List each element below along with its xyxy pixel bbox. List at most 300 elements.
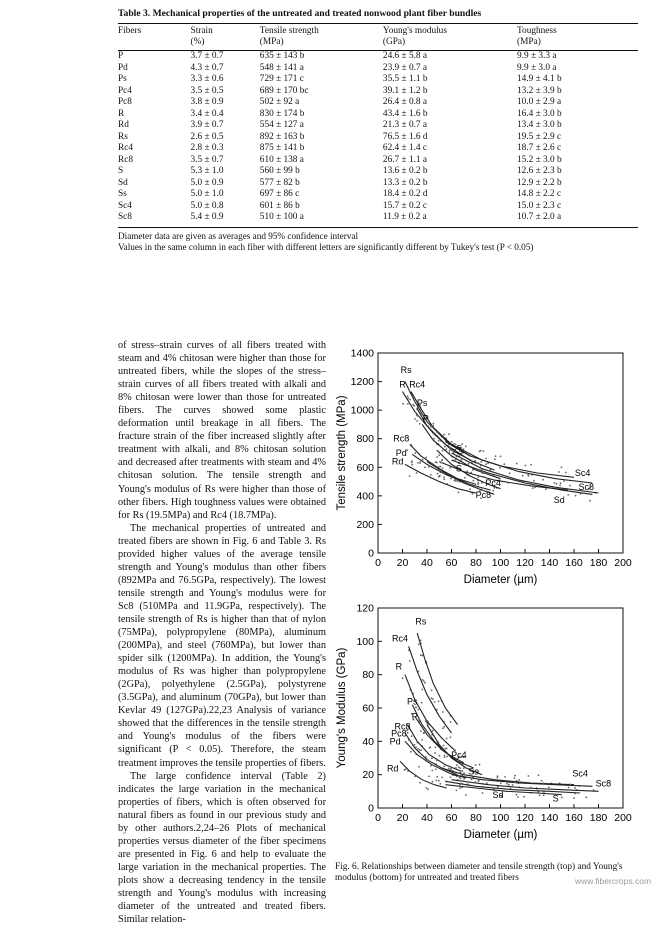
series-label-pc8: Pc8 [391,728,407,739]
table-cell: 5.4 ± 0.9 [190,212,224,222]
table-row [118,178,638,190]
data-point-pd [443,766,445,768]
trend-line-pd [412,454,490,490]
data-point-rc8 [425,457,427,459]
data-point-pd [414,744,416,746]
table-row [118,74,638,86]
table-cell: 3.5 ± 0.5 [190,85,224,96]
series-label-pd: Pd [395,447,407,458]
data-point-pc8 [470,491,472,493]
table-cell: 62.4 ± 1.4 c [382,143,428,153]
data-point-rs [438,701,440,703]
data-point-pd [436,760,438,762]
table-cell: S [118,166,124,176]
data-point-pc8 [411,735,413,737]
y-tick-label: 400 [356,490,374,503]
data-point-sc4 [486,782,488,784]
data-point-sd [516,794,518,796]
data-point-p [462,770,464,772]
series-label-sc4: Sc4 [574,467,591,478]
series-label-rs: Rs [400,365,412,375]
data-point-sc4 [516,463,518,465]
data-point-pd [427,759,429,761]
data-point-p [423,732,425,734]
data-point-pc4 [427,723,429,725]
data-point-ps [444,755,446,757]
table-cell: Sd [118,177,128,188]
x-tick-label: 100 [491,557,510,569]
data-point-sd [517,796,519,798]
table-3 [118,8,638,254]
table-row [118,63,638,75]
table-notes [118,231,638,254]
table-cell: 3.7 ± 0.7 [190,51,224,61]
data-point-ss [509,472,511,474]
data-point-pc4 [446,748,448,750]
table-cell: 15.7 ± 0.2 c [382,200,428,211]
series-label-rs: Rs [415,616,427,627]
data-point-s [478,482,480,484]
table-cell: 5.3 ± 1.0 [190,166,224,176]
table-cell: 830 ± 174 b [259,108,305,119]
data-point-r [414,418,416,420]
x-tick-label: 80 [470,557,482,569]
series-label-s: S [552,793,559,804]
data-point-sc8 [459,787,461,789]
data-point-pc8 [415,746,417,748]
data-point-rd [458,492,460,494]
x-tick-label: 180 [589,812,608,824]
table-cell: 510 ± 100 a [259,212,304,222]
table-cell: 19.5 ± 2.9 c [517,131,562,142]
table-row [118,189,638,201]
table-cell: 18.7 ± 2.6 c [517,143,562,153]
x-tick-label: 120 [516,557,534,569]
data-point-ss [441,777,443,779]
data-point-s [464,477,466,479]
data-point-p [463,767,465,769]
data-point-s [449,467,451,469]
table-cell: 689 ± 170 bc [259,85,309,96]
table-header-row [118,24,638,50]
data-point-p [442,450,444,452]
data-point-sc8 [480,461,482,463]
x-tick-label: 20 [396,557,409,569]
table-row [118,86,638,98]
series-label-rd: Rd [391,456,404,467]
y-tick-label: 0 [368,547,374,560]
data-point-s [553,482,555,484]
table-row [118,51,638,63]
data-point-pc8 [477,483,479,485]
series-label-ps: Ps [416,397,428,408]
data-point-sd [560,482,562,484]
y-tick-label: 1200 [350,376,374,389]
table-cell: 13.4 ± 3.0 b [517,120,562,130]
x-tick-label: 40 [421,557,433,569]
data-point-pc4 [466,470,468,472]
body-paragraph: of stress–strain curves of all fibers treated with steam and 4% chitosan were higher than those for untreated fibers, while the slopes of the stress–strain curves of all fibers treated with alkali and 8% chitosan were lower than those for untreated fibers. The curves showed some plastic deformation until breakage in all fibers. The fracture strain of the fiber increased slightly after treatment with alkali, and 8% chitosan solution and decreased after treatments with steam and 4% chitosan solution. The tensile strength and Young's modulus of Rs were higher than those of other fibers. High toughness values were obtained for Rs (19.5MPa) and Rc4 (18.7MPa). [118,340,326,521]
data-point-sd [474,460,476,462]
data-point-sc8 [559,485,561,487]
data-point-rc4 [421,689,423,691]
data-point-p [433,433,435,435]
series-label-r: R [399,379,406,390]
table-cell: 5.0 ± 0.8 [190,200,224,211]
data-point-sc8 [589,500,591,502]
data-point-ps [436,431,438,433]
data-point-rd [439,783,441,785]
data-point-rd [419,782,421,784]
series-label-rc8: Rc8 [394,721,411,732]
table-cell: 892 ± 163 b [259,131,305,142]
x-tick-label: 60 [445,812,458,824]
y-tick-label: 1000 [350,404,374,417]
y-tick-label: 80 [362,669,374,682]
data-point-pd [411,464,413,466]
body-paragraph: The large confidence interval (Table 2) indicates the large variation in the mechanical properties of fibers, which is often observed for natural fibers as found in our previous study and by other authors.2,24–26 Plots of mechanical properties versus diameter of the fiber specimens are presented in Fig. 6 and help to evaluate the large variation in the mechanical properties. The plots show a decreasing tendency in the tensile strength and Young's modulus with increasing diameter of the untreated and treated fibers. Similar relation- [118,770,326,926]
tensile-strength-chart [330,345,635,590]
table-cell: 13.2 ± 3.9 b [517,85,562,96]
data-point-ss [525,465,527,467]
data-point-pd [450,478,452,480]
watermark: www.fibercrops.com [575,876,651,886]
data-point-ss [463,772,465,774]
table-row [118,132,638,144]
data-point-rs [418,643,420,645]
trend-line-rd [405,464,476,493]
series-label-sd: Sd [553,495,565,505]
data-point-rc4 [432,423,434,425]
data-point-rc8 [434,752,436,754]
x-tick-label: 0 [375,557,381,569]
table-cell: 35.5 ± 1.1 b [382,74,428,84]
data-point-rc4 [420,411,422,413]
table-cell: 26.4 ± 0.8 a [382,97,428,107]
table-note: Diameter data are given as averages and 95% confidence interval [118,230,359,241]
data-point-r [443,434,445,436]
data-point-rd [416,472,418,474]
y-axis-label: Young's Modulus (GPa) [336,647,348,769]
data-point-pd [443,479,445,481]
table-cell: 4.3 ± 0.7 [190,62,224,73]
y-tick-label: 120 [356,602,374,615]
table-cell: 548 ± 141 a [259,62,304,73]
body-paragraph: The mechanical properties of untreated and treated fibers are shown in Fig. 6 and Table 3. Rs provided higher values of the average tensile strength and Young's modulus than other fibers (892MPa and 76.5GPa, respectively). The lowest tensile strength and Young's modulus were for Sc8 (510MPa and 11.9GPa, respectively). The tensile strength of Rs is higher than that of nylon (75MPa), polypropylene (80MPa), aluminum (200MPa), and steel (760MPa), but lower than spider silk (1200MPa). In addition, the Young's modulus of Rs was higher than polypropylene (2GPa), polyethylene (2.5GPa), polystyrene (3.5GPa), and aluminum (70GPa), but lower than Kevlar 49 (127GPa).22,23 Analysis of variance showed that the differences in the tensile strength and Young's modulus of the fibers were significant (P < 0.05). Therefore, the steam treatment improves the tensile properties of fibers. [118,522,326,769]
data-point-sd [510,788,512,790]
x-axis-label: Diameter (µm) [463,574,538,586]
data-point-sd [480,465,482,467]
data-point-sd [542,479,544,481]
table-cell: 9.9 ± 3.0 a [517,62,557,73]
data-point-rd [439,475,441,477]
trend-line-p [415,716,474,768]
table-cell: 635 ± 143 b [259,51,305,61]
data-point-pc4 [438,454,440,456]
data-point-rc4 [461,452,463,454]
data-point-rd [436,776,438,778]
table-cell: 13.6 ± 0.2 b [382,166,428,176]
data-point-sc8 [471,460,473,462]
table-cell: Pc4 [118,85,132,96]
x-tick-label: 80 [470,812,482,824]
data-point-sd [503,786,505,788]
table-body [118,51,638,224]
data-point-pd [414,452,416,454]
y-tick-label: 100 [356,635,374,648]
x-tick-label: 0 [375,812,381,824]
data-point-sc4 [558,471,560,473]
data-point-pc4 [436,456,438,458]
data-point-sc4 [568,787,570,789]
data-point-sc8 [585,796,587,798]
table-cell: R [118,108,125,119]
data-point-rs [431,690,433,692]
data-point-rc4 [432,698,434,700]
data-point-r [461,459,463,461]
data-point-ps [417,415,419,417]
table-cell: 15.0 ± 2.3 c [517,200,562,211]
series-label-pc4: Pc4 [451,750,467,760]
data-point-r [402,403,404,405]
x-tick-label: 140 [540,557,559,569]
y-tick-label: 40 [362,735,374,748]
data-point-sc8 [478,780,480,782]
series-label-rc4: Rc4 [409,379,426,390]
data-point-rd [430,474,432,476]
x-tick-label: 140 [540,812,559,824]
table-cell: 502 ± 92 a [259,97,300,107]
data-point-rd [432,781,434,783]
data-point-ps [435,747,437,749]
x-tick-label: 100 [491,812,510,824]
table-cell: P [118,51,124,61]
series-label-s: S [455,463,462,474]
series-label-sd: Sd [492,790,504,800]
data-point-s [471,779,473,781]
data-point-pc4 [448,452,450,454]
x-tick-label: 20 [396,812,409,824]
data-point-pc8 [492,490,494,492]
data-point-r [446,738,448,740]
table-cell: Rd [118,120,129,130]
data-point-p [438,440,440,442]
data-point-rc8 [421,739,423,741]
data-point-sc4 [533,480,535,482]
table-cell: 43.4 ± 1.6 b [382,108,428,119]
data-point-r [415,707,417,709]
data-point-pc8 [481,482,483,484]
data-point-ss [514,775,516,777]
data-point-ss [500,456,502,458]
data-point-pc8 [448,768,450,770]
data-point-ps [420,730,422,732]
table-cell: Sc4 [118,200,132,211]
data-point-pc8 [424,466,426,468]
data-point-rc8 [429,747,431,749]
data-point-pd [411,460,413,462]
data-point-pd [417,462,419,464]
data-point-rs [409,399,411,401]
table-cell: 39.1 ± 1.2 b [382,85,428,96]
youngs-modulus-chart [330,600,635,845]
data-point-rc8 [440,466,442,468]
series-label-rc8: Rc8 [393,433,410,444]
data-point-pc8 [416,740,418,742]
table-cell: 560 ± 99 b [259,166,300,176]
data-point-sc8 [477,462,479,464]
data-point-ss [499,467,501,469]
table-cell: 18.4 ± 0.2 d [382,189,428,199]
table-row [118,212,638,224]
data-point-pc4 [440,462,442,464]
x-tick-label: 180 [589,557,608,569]
data-point-ps [444,446,446,448]
data-point-rc4 [434,701,436,703]
data-point-rd [443,476,445,478]
table-cell: 10.0 ± 2.9 a [517,97,562,107]
table-cell: 875 ± 141 b [259,143,305,153]
data-point-pd [438,466,440,468]
x-tick-label: 40 [421,812,433,824]
series-label-p: P [422,413,429,424]
series-label-ss: Ss [451,442,462,453]
data-point-r [402,677,404,679]
data-point-r [413,405,415,407]
table-cell: 11.9 ± 0.2 a [382,212,427,222]
data-point-rc4 [443,726,445,728]
data-point-sc8 [514,781,516,783]
data-point-rd [438,780,440,782]
data-point-rd [418,766,420,768]
data-point-sc8 [575,495,577,497]
table-row [118,155,638,167]
data-point-sc8 [459,777,461,779]
data-point-rc4 [422,679,424,681]
data-point-sc4 [497,775,499,777]
data-point-pc4 [441,459,443,461]
data-point-r [421,702,423,704]
data-point-pc8 [450,776,452,778]
data-point-rd [426,787,428,789]
table-cell: Rc8 [118,154,133,165]
data-point-sc4 [538,774,540,776]
table-cell: 15.2 ± 3.0 b [517,154,562,165]
y-tick-label: 0 [368,802,374,815]
body-text-column [118,339,326,926]
figure-caption: Fig. 6. Relationships between diameter and tensile strength (top) and Young's modulus (bottom) for untreated and treated fibers [335,862,623,884]
table-cell: 23.9 ± 0.7 a [382,62,428,73]
data-point-rs [442,711,444,713]
data-point-rs [433,438,435,440]
table-cell: Rc4 [118,143,133,153]
data-point-pc8 [410,751,412,753]
data-point-pd [430,765,432,767]
table-cell: 21.3 ± 0.7 a [382,120,428,130]
data-point-pc4 [479,764,481,766]
data-point-sc8 [567,494,569,496]
x-tick-label: 120 [516,812,534,824]
data-point-s [522,475,524,477]
header-tensile-strength: Tensile strength (MPa) [259,26,319,47]
data-point-sd [530,482,532,484]
series-label-pc4: Pc4 [485,477,501,488]
data-point-s [456,790,458,792]
data-point-rd [469,488,471,490]
table-cell: 2.8 ± 0.3 [190,143,224,153]
data-point-rc4 [409,390,411,392]
x-tick-label: 160 [565,812,583,824]
header-toughness: Toughness (MPa) [517,26,557,47]
data-point-sd [563,480,565,482]
data-point-sd [465,794,467,796]
data-point-ps [425,720,427,722]
data-point-sd [548,786,550,788]
table-bottom-rule [118,227,638,228]
series-label-p: P [411,711,418,722]
table-cell: 10.7 ± 2.0 a [517,212,562,222]
y-tick-label: 200 [356,518,374,531]
data-point-sc4 [463,778,465,780]
x-tick-label: 200 [614,812,632,824]
data-point-ss [528,475,530,477]
table-cell: Ss [118,189,127,199]
data-point-rd [404,769,406,771]
data-point-rd [427,788,429,790]
data-point-s [474,782,476,784]
table-cell: 12.6 ± 2.3 b [517,166,562,176]
table-title: Table 3. Mechanical properties of the untreated and treated nonwood plant fiber bundles [118,8,482,19]
table-cell: 3.8 ± 0.9 [190,97,224,107]
data-point-sd [472,469,474,471]
series-label-rc4: Rc4 [392,633,409,644]
series-label-pd: Pd [389,736,401,747]
table-row [118,201,638,213]
data-point-sc8 [518,779,520,781]
data-point-r [443,745,445,747]
table-cell: 5.0 ± 1.0 [190,189,224,199]
data-point-s [482,792,484,794]
data-point-sc4 [485,463,487,465]
data-point-p [419,423,421,425]
data-point-s [532,487,534,489]
data-point-sc4 [485,458,487,460]
data-point-pd [435,769,437,771]
data-point-rd [428,776,430,778]
table-cell: Ps [118,74,127,84]
x-tick-label: 200 [614,557,632,569]
data-point-sc8 [507,482,509,484]
table-cell: 5.0 ± 0.9 [190,177,224,188]
header-fibers: Fibers [118,26,142,36]
data-point-s [574,787,576,789]
data-point-rc8 [442,468,444,470]
data-point-rc8 [407,732,409,734]
data-point-s [455,459,457,461]
data-point-ss [528,775,530,777]
data-point-sc8 [561,797,563,799]
data-point-rc4 [442,727,444,729]
data-point-rc4 [409,660,411,662]
series-label-sc8: Sc8 [578,482,595,493]
table-cell: Sc8 [118,212,132,222]
header-strain: Strain (%) [190,26,213,47]
table-row [118,97,638,109]
data-point-sd [530,787,532,789]
table-cell: Rs [118,131,128,142]
data-point-sc8 [541,780,543,782]
table-cell: 12.9 ± 2.2 b [517,177,562,188]
